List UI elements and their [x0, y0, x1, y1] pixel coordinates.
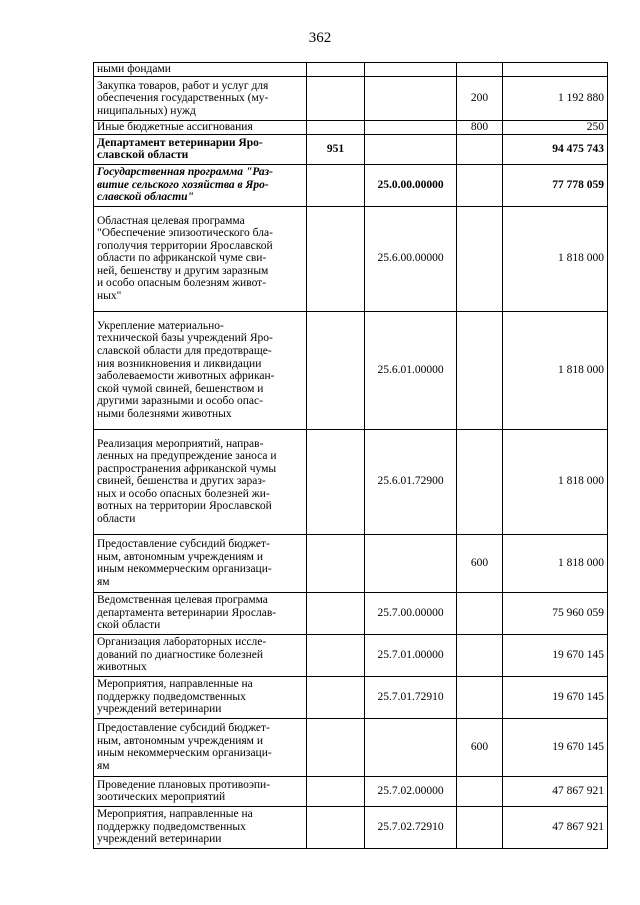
cell-amount: 19 670 145	[503, 676, 608, 718]
cell-name	[94, 429, 307, 534]
cell-target-article	[365, 534, 457, 592]
cell-name-text: Закупка товаров, работ и услуг для обеспечения государственных (му- ниципальных) нужд	[97, 79, 269, 117]
cell-name	[94, 311, 307, 429]
cell-expense-type: 600	[457, 534, 503, 592]
cell-expense-type	[457, 592, 503, 634]
cell-department-code	[307, 776, 365, 806]
cell-expense-type: 600	[457, 718, 503, 776]
table-row	[94, 534, 608, 592]
cell-amount: 94 475 743	[503, 134, 608, 164]
budget-table-body	[94, 63, 608, 849]
cell-name-text: Государственная программа "Раз- витие сельского хозяйства в Яро- славской области"	[97, 166, 273, 204]
cell-department-code	[307, 534, 365, 592]
cell-department-code	[307, 806, 365, 848]
cell-name-text: Областная целевая программа "Обеспечение эпизоотического бла- гополучия территории Ярославской области по африканской чуме сви- ней, бешенству и другим заразным и особо опасным болезням живот- ных"	[97, 214, 273, 303]
cell-amount: 75 960 059	[503, 592, 608, 634]
cell-expense-type	[457, 676, 503, 718]
cell-name-text: Организация лабораторных иссле- дований по диагностике болезней животных	[97, 636, 267, 674]
cell-amount: 47 867 921	[503, 776, 608, 806]
cell-name-text: Мероприятия, направленные на поддержку подведомственных учреждений ветеринарии	[97, 678, 253, 716]
cell-expense-type: 800	[457, 121, 503, 135]
cell-target-article	[365, 134, 457, 164]
cell-target-article: 25.7.02.72910	[365, 806, 457, 848]
cell-amount: 1 818 000	[503, 534, 608, 592]
cell-expense-type	[457, 63, 503, 77]
cell-target-article: 25.6.01.72900	[365, 429, 457, 534]
cell-name-text: Укрепление материально- технической базы учреждений Яро- славской области для предотвраще- ния возникновения и ликвидации заболеваемости животных африкан- ской чумой свиней, бешенством и другими заразными и особо опас- ными болезнями животных	[97, 319, 275, 420]
table-row	[94, 311, 608, 429]
table-row	[94, 429, 608, 534]
table-row	[94, 676, 608, 718]
cell-amount: 1 818 000	[503, 429, 608, 534]
cell-department-code	[307, 592, 365, 634]
cell-department-code: 951	[307, 134, 365, 164]
cell-expense-type	[457, 134, 503, 164]
cell-department-code	[307, 311, 365, 429]
cell-department-code	[307, 164, 365, 206]
table-row	[94, 121, 608, 135]
cell-expense-type	[457, 164, 503, 206]
cell-target-article: 25.0.00.00000	[365, 164, 457, 206]
cell-department-code	[307, 634, 365, 676]
cell-name-text: ными фондами	[97, 63, 171, 76]
cell-name-text: Реализация мероприятий, направ- ленных на предупреждение заноса и распространения африканской чумы свиней, бешенства и других зараз- ных и особо опасных болезней жи- вотных на территории Ярославской области	[97, 437, 277, 526]
cell-name	[94, 776, 307, 806]
cell-name	[94, 63, 307, 77]
cell-name-text: Предоставление субсидий бюджет- ным, автономным учреждениям и иным некоммерческим организаци- ям	[97, 721, 272, 772]
cell-target-article	[365, 77, 457, 121]
cell-amount: 1 192 880	[503, 77, 608, 121]
cell-amount: 250	[503, 121, 608, 135]
cell-name-text: Предоставление субсидий бюджет- ным, автономным учреждениям и иным некоммерческим организаци- ям	[97, 537, 272, 588]
cell-department-code	[307, 206, 365, 311]
cell-name	[94, 634, 307, 676]
table-row	[94, 806, 608, 848]
cell-name	[94, 534, 307, 592]
cell-expense-type: 200	[457, 77, 503, 121]
table-row	[94, 164, 608, 206]
table-row	[94, 592, 608, 634]
cell-expense-type	[457, 634, 503, 676]
table-row	[94, 77, 608, 121]
cell-name-text: Проведение плановых противоэпи- зоотических мероприятий	[97, 778, 271, 804]
table-row	[94, 63, 608, 77]
cell-name	[94, 77, 307, 121]
cell-name-text: Мероприятия, направленные на поддержку подведомственных учреждений ветеринарии	[97, 808, 253, 846]
cell-department-code	[307, 77, 365, 121]
cell-target-article: 25.7.00.00000	[365, 592, 457, 634]
cell-name-text: Департамент ветеринарии Яро- славской области	[97, 136, 263, 162]
cell-amount: 19 670 145	[503, 634, 608, 676]
cell-name-text: Иные бюджетные ассигнования	[97, 121, 253, 133]
cell-target-article: 25.6.01.00000	[365, 311, 457, 429]
budget-table	[93, 62, 608, 849]
cell-target-article	[365, 121, 457, 135]
cell-amount: 77 778 059	[503, 164, 608, 206]
page-number: 362	[308, 30, 332, 46]
cell-target-article: 25.7.01.72910	[365, 676, 457, 718]
cell-amount: 47 867 921	[503, 806, 608, 848]
table-row	[94, 776, 608, 806]
table-row	[94, 634, 608, 676]
cell-department-code	[307, 63, 365, 77]
cell-name	[94, 676, 307, 718]
cell-target-article: 25.6.00.00000	[365, 206, 457, 311]
cell-amount: 19 670 145	[503, 718, 608, 776]
table-row	[94, 718, 608, 776]
cell-name	[94, 206, 307, 311]
table-row	[94, 206, 608, 311]
cell-amount: 1 818 000	[503, 311, 608, 429]
cell-target-article	[365, 63, 457, 77]
cell-target-article: 25.7.01.00000	[365, 634, 457, 676]
cell-name	[94, 134, 307, 164]
cell-name-text: Ведомственная целевая программа департамента ветеринарии Ярослав- ской области	[97, 594, 277, 632]
cell-name	[94, 121, 307, 135]
table-row	[94, 134, 608, 164]
cell-expense-type	[457, 806, 503, 848]
cell-amount: 1 818 000	[503, 206, 608, 311]
cell-target-article: 25.7.02.00000	[365, 776, 457, 806]
cell-expense-type	[457, 776, 503, 806]
cell-name	[94, 718, 307, 776]
cell-expense-type	[457, 311, 503, 429]
cell-amount	[503, 63, 608, 77]
cell-expense-type	[457, 429, 503, 534]
cell-department-code	[307, 121, 365, 135]
cell-name	[94, 806, 307, 848]
cell-department-code	[307, 676, 365, 718]
cell-department-code	[307, 429, 365, 534]
cell-name	[94, 164, 307, 206]
cell-target-article	[365, 718, 457, 776]
cell-department-code	[307, 718, 365, 776]
cell-name	[94, 592, 307, 634]
cell-expense-type	[457, 206, 503, 311]
